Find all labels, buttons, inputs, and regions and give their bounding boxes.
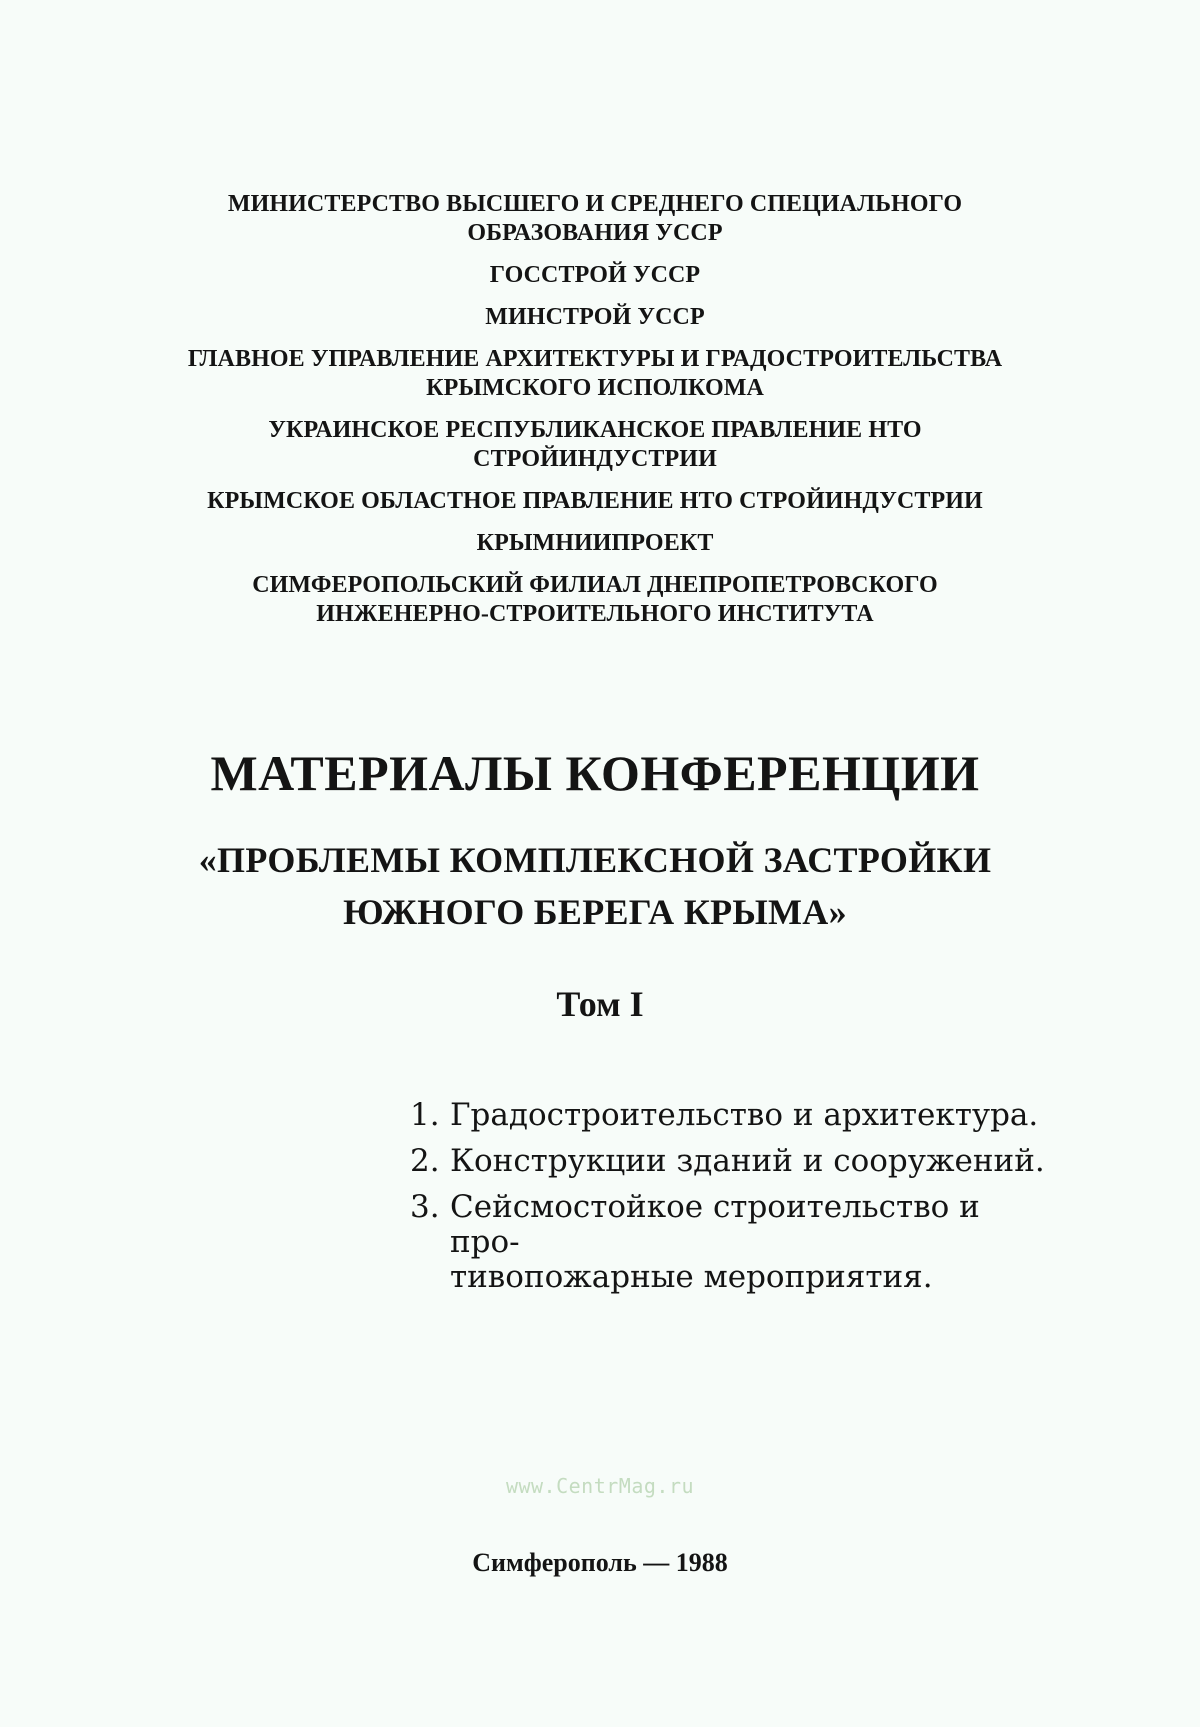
volume-label: Том I xyxy=(556,984,644,1024)
document-title: МАТЕРИАЛЫ КОНФЕРЕНЦИИ xyxy=(210,745,980,801)
organization-line: ОБРАЗОВАНИЯ УССР xyxy=(467,220,723,246)
contents-item-number: 2. xyxy=(410,1143,440,1179)
contents-item-line: Конструкции зданий и сооружений. xyxy=(450,1143,1045,1179)
organizations-list xyxy=(0,190,1190,642)
contents-item xyxy=(410,1098,1050,1133)
contents-item-text xyxy=(450,1144,1050,1179)
contents-item xyxy=(410,1190,1050,1295)
contents-item-line: Градостроительство и архитектура. xyxy=(450,1097,1039,1133)
organization-line: ГОССТРОЙ УССР xyxy=(489,262,701,288)
organization-line: КРЫМНИИПРОЕКТ xyxy=(476,530,714,556)
organization-line: КРЫМСКОГО ИСПОЛКОМА xyxy=(426,375,764,401)
contents-item-line: Сейсмостойкое строительство и про- xyxy=(450,1189,980,1260)
organization xyxy=(0,529,1190,558)
document-subtitle xyxy=(0,834,1190,938)
organization-line: ИНЖЕНЕРНО-СТРОИТЕЛЬНОГО ИНСТИТУТА xyxy=(316,601,874,627)
organization-line: СИМФЕРОПОЛЬСКИЙ ФИЛИАЛ ДНЕПРОПЕТРОВСКОГО xyxy=(252,572,938,598)
organization xyxy=(0,261,1190,290)
organization-line: СТРОЙИНДУСТРИИ xyxy=(473,446,717,472)
organization-line: МИНСТРОЙ УССР xyxy=(485,304,705,330)
subtitle-line: ЮЖНОГО БЕРЕГА КРЫМА» xyxy=(343,892,847,932)
organization xyxy=(0,416,1190,474)
organization-line: ГЛАВНОЕ УПРАВЛЕНИЕ АРХИТЕКТУРЫ И ГРАДОСТРОИТЕЛЬСТВА xyxy=(187,346,1003,372)
contents-list xyxy=(410,1098,1050,1306)
organization-line: УКРАИНСКОЕ РЕСПУБЛИКАНСКОЕ ПРАВЛЕНИЕ НТО xyxy=(268,417,922,443)
watermark: www.CentrMag.ru xyxy=(505,1474,695,1498)
organization-line: КРЫМСКОЕ ОБЛАСТНОЕ ПРАВЛЕНИЕ НТО СТРОЙИНДУСТРИИ xyxy=(207,488,983,514)
contents-item xyxy=(410,1144,1050,1179)
subtitle-line: «ПРОБЛЕМЫ КОМПЛЕКСНОЙ ЗАСТРОЙКИ xyxy=(198,840,992,880)
organization-line: МИНИСТЕРСТВО ВЫСШЕГО И СРЕДНЕГО СПЕЦИАЛЬНОГО xyxy=(227,191,963,217)
organization xyxy=(0,190,1190,248)
contents-item-number: 1. xyxy=(410,1097,440,1133)
imprint: Симферополь — 1988 xyxy=(472,1548,728,1577)
contents-item-text xyxy=(450,1190,1050,1295)
contents-item-line: тивопожарные мероприятия. xyxy=(450,1259,933,1295)
organization xyxy=(0,571,1190,629)
organization xyxy=(0,345,1190,403)
contents-item-text xyxy=(450,1098,1050,1133)
contents-item-number: 3. xyxy=(410,1189,440,1225)
organization xyxy=(0,487,1190,516)
organization xyxy=(0,303,1190,332)
